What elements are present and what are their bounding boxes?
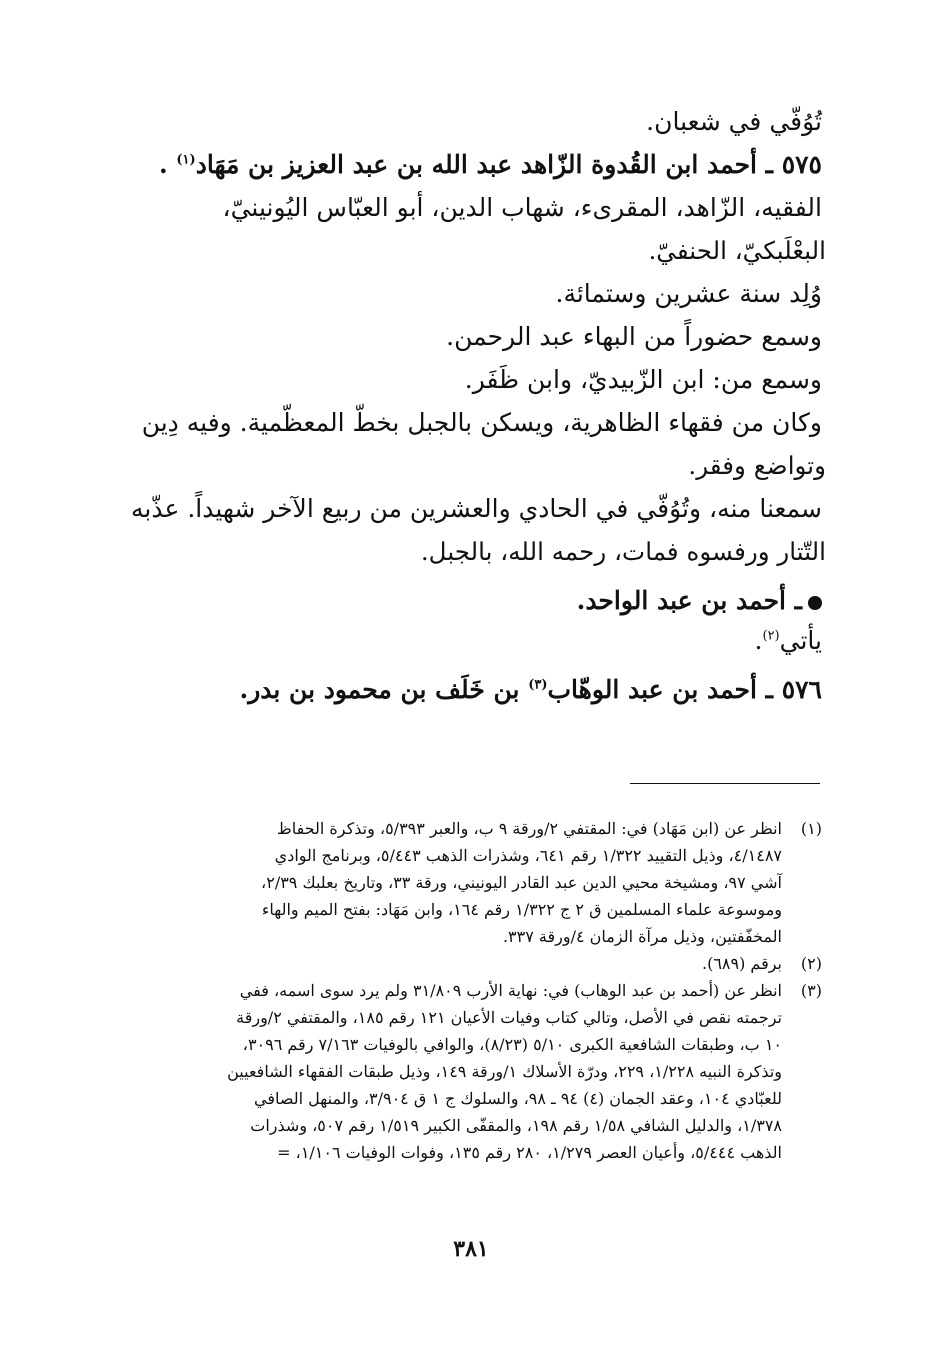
footnote-marker: (٢): [762, 628, 780, 644]
footnote-line: برقم (٦٨٩).: [701, 954, 782, 973]
cross-reference-note: [100, 622, 822, 660]
text-line: تُوُفّي في شعبان.: [646, 107, 822, 136]
cross-reference-text: يأتي: [779, 626, 822, 655]
text-line: البعْلَبكيّ، الحنفيّ.: [648, 236, 826, 265]
footnote-line: وتذكرة النبيه ١/٢٢٨، ٢٢٩، ودرّة الأسلاك ١/ورقة ١٤٩، وذيل طبقات الفقهاء الشافعيين: [227, 1062, 782, 1081]
entry-title-cont: بن خَلَف بن محمود بن بدر.: [239, 675, 520, 704]
footnote-number: (٣): [800, 981, 822, 1000]
footnote-line: ١/٣٧٨، والدليل الشافي ١/٥٨ رقم ١٩٨، والمقفّى الكبير ١/٥١٩ رقم ٥٠٧، وشذرات: [250, 1116, 782, 1135]
bullet-icon: [808, 596, 822, 610]
footnote-line: انظر عن (أحمد بن عبد الوهاب) في: نهاية الأرب ٣١/٨٠٩ ولم يرد سوى اسمه، ففي: [239, 981, 782, 1000]
cross-reference-heading: [100, 579, 822, 622]
footnote-line: ترجمته نقص في الأصل، وتالي كتاب وفيات الأعيان ١٢١ رقم ١٨٥، والمقتفي ٢/ورقة: [236, 1008, 782, 1027]
note-period: .: [754, 626, 763, 655]
footnote-1: [100, 815, 822, 950]
cross-reference-title: ـ أحمد بن عبد الواحد.: [576, 586, 802, 615]
text-line: وُلِد سنة عشرين وستمائة.: [555, 279, 822, 308]
footnote-line: آشي ٩٧، ومشيخة محيي الدين عبد القادر اليونيني، ورقة ٣٣، وتاريخ بعلبك ٢/٣٩،: [261, 873, 782, 892]
footnote-line: انظر عن (ابن مَهَاد) في: المقتفي ٢/ورقة ٩ ب، والعبر ٥/٣٩٣، وتذكرة الحفاظ: [276, 819, 782, 838]
footnote-line: للعبّادي ١٠٤، وعقد الجمان (٤) ٩٤ ـ ٩٨، والسلوك ج ١ ق ٣/٩٠٤، والمنهل الصافي: [253, 1089, 782, 1108]
footnote-2: [100, 950, 822, 977]
text-line: التّتار ورفسوه فمات، رحمه الله، بالجبل.: [420, 537, 826, 566]
footnotes: [100, 815, 822, 1166]
footnote-line: ٤/١٤٨٧، وذيل التقييد ١/٣٢٢ رقم ٦٤١، وشذرات الذهب ٥/٤٤٣، وبرنامج الوادي: [274, 846, 782, 865]
footnote-line: الذهب ٥/٤٤٤، وأعيان العصر ١/٢٧٩، ٢٨٠ رقم ١٣٥، وفوات الوفيات ١/١٠٦، =: [277, 1143, 782, 1162]
page-number: ٣٨١: [453, 1236, 489, 1262]
footnote-line: المخفّفتين، وذيل مرآة الزمان ٤/ورقة ٣٣٧.: [502, 927, 782, 946]
entry-period: .: [158, 150, 168, 179]
entry-title: ٥٧٥ ـ أحمد ابن القُدوة الزّاهد عبد الله بن عبد العزيز بن مَهَاد: [195, 150, 822, 179]
text-line: سمعنا منه، وتُوُفّي في الحادي والعشرين من ربيع الآخر شهيداً. عذّبه: [130, 494, 822, 523]
footnote-line: ١٠ ب، وطبقات الشافعية الكبرى ٥/١٠ (٨/٢٣)، والوافي بالوفيات ٧/١٦٣ رقم ٣٠٩٦،: [242, 1035, 782, 1054]
footnote-number: (١): [800, 819, 822, 838]
main-text: [100, 100, 826, 711]
entry-title: ٥٧٦ ـ أحمد بن عبد الوهّاب: [547, 675, 822, 704]
text-line: وكان من فقهاء الظاهرية، ويسكن بالجبل بخطّ المعظّمية. وفيه دِين: [141, 408, 822, 437]
footnote-marker: (٣): [528, 677, 548, 693]
text-line: وسمع من: ابن الزّبيديّ، وابن ظَفَر.: [464, 365, 822, 394]
footnote-line: وموسوعة علماء المسلمين ق ٢ ج ١/٣٢٢ رقم ١٦٤، وابن مَهَاد: بفتح الميم والهاء: [261, 900, 782, 919]
entry-heading-575: [100, 143, 822, 186]
footnote-marker: (١): [176, 152, 196, 168]
text-line: الفقيه، الزّاهد، المقرىء، شهاب الدين، أبو العبّاس اليُونينيّ،: [222, 193, 822, 222]
footnote-separator: [630, 783, 820, 784]
text-line: وسمع حضوراً من البهاء عبد الرحمن.: [446, 322, 822, 351]
entry-heading-576: [100, 668, 822, 711]
text-line: وتواضع وفقر.: [688, 451, 826, 480]
footnote-3: [100, 977, 822, 1166]
footnote-number: (٢): [800, 954, 822, 973]
